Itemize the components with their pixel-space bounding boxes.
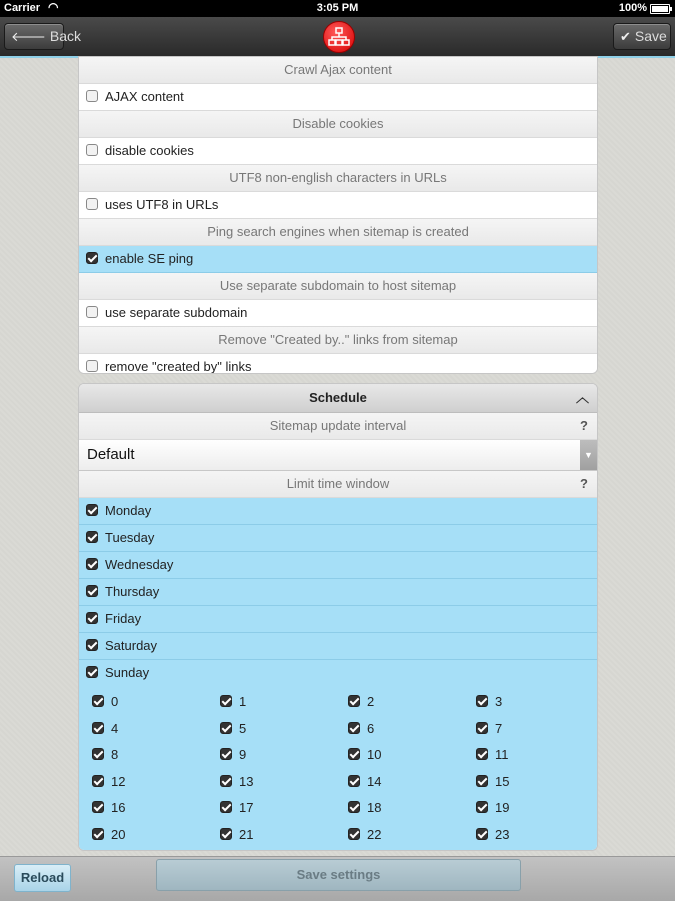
- hour-checkbox[interactable]: [348, 722, 360, 734]
- day-label: Thursday: [105, 584, 160, 599]
- hour-checkbox[interactable]: [476, 775, 488, 787]
- clock: 3:05 PM: [316, 2, 359, 14]
- day-thursday[interactable]: [79, 579, 597, 606]
- hour-checkbox[interactable]: [92, 695, 104, 707]
- section-header: Crawl Ajax content: [79, 57, 597, 84]
- hour-checkbox[interactable]: [220, 695, 232, 707]
- hour-option[interactable]: [213, 795, 253, 821]
- day-checkbox[interactable]: [86, 585, 98, 597]
- day-checkbox[interactable]: [86, 666, 98, 678]
- hour-option[interactable]: [213, 769, 253, 795]
- hour-checkbox[interactable]: [348, 775, 360, 787]
- interval-header: [79, 413, 597, 440]
- hour-option[interactable]: [341, 742, 381, 768]
- hour-checkbox[interactable]: [476, 801, 488, 813]
- hour-checkbox[interactable]: [92, 722, 104, 734]
- hour-label: 13: [239, 773, 254, 789]
- hour-label: 23: [495, 826, 510, 842]
- day-label: Monday: [105, 503, 152, 518]
- day-monday[interactable]: [79, 498, 597, 525]
- hour-label: 1: [239, 694, 247, 709]
- hour-row: [79, 795, 597, 822]
- section-header: Ping search engines when sitemap is created: [79, 219, 597, 246]
- option-label: AJAX content: [105, 89, 184, 104]
- hour-label: 10: [367, 747, 382, 762]
- hour-checkbox[interactable]: [476, 748, 488, 760]
- hour-option[interactable]: [341, 822, 381, 848]
- separate-subdomain-checkbox[interactable]: [86, 306, 98, 318]
- hour-label: 12: [111, 773, 126, 789]
- se-ping-checkbox[interactable]: [86, 252, 98, 264]
- navigation-bar: [0, 17, 675, 58]
- option-label: disable cookies: [105, 143, 194, 158]
- reload-button[interactable]: Reload: [14, 864, 71, 892]
- schedule-title: Schedule: [309, 390, 367, 405]
- day-saturday[interactable]: [79, 633, 597, 660]
- hour-option[interactable]: [213, 822, 253, 848]
- hour-option[interactable]: [341, 795, 381, 821]
- separate-subdomain-option[interactable]: [79, 300, 597, 327]
- option-label: enable SE ping: [105, 251, 194, 266]
- hour-option[interactable]: [85, 822, 125, 848]
- hour-option[interactable]: [469, 689, 502, 715]
- section-header: Disable cookies: [79, 111, 597, 138]
- day-checkbox[interactable]: [86, 504, 98, 516]
- hour-option[interactable]: [341, 689, 374, 715]
- hour-checkbox[interactable]: [220, 801, 232, 813]
- hour-row: [79, 769, 597, 796]
- hour-label: 5: [239, 720, 247, 736]
- day-label: Friday: [105, 611, 142, 626]
- day-label: Wednesday: [105, 557, 174, 572]
- hour-label: 2: [367, 694, 375, 709]
- schedule-panel: [78, 383, 598, 851]
- wifi-icon: ◠: [48, 0, 59, 14]
- hour-checkbox[interactable]: [92, 775, 104, 787]
- section-header: UTF8 non-english characters in URLs: [79, 165, 597, 192]
- save-settings-button[interactable]: Save settings: [156, 859, 521, 891]
- carrier-label: Carrier: [4, 2, 41, 14]
- hour-checkbox[interactable]: [476, 695, 488, 707]
- crawl-options-panel: [78, 56, 598, 374]
- disable-cookies-option[interactable]: [79, 138, 597, 165]
- disable-cookies-checkbox[interactable]: [86, 144, 98, 156]
- day-label: Tuesday: [105, 530, 155, 545]
- hour-label: 15: [495, 773, 510, 789]
- save-button-label: Save: [634, 28, 667, 44]
- remove-created-by-checkbox[interactable]: [86, 360, 98, 372]
- hour-option[interactable]: [85, 795, 125, 821]
- sitemap-logo-icon: [323, 21, 355, 53]
- hour-checkbox[interactable]: [92, 801, 104, 813]
- hour-option[interactable]: [341, 769, 381, 795]
- hour-row: [79, 742, 597, 769]
- hour-option[interactable]: [469, 822, 509, 848]
- hour-checkbox[interactable]: [476, 722, 488, 734]
- hour-option[interactable]: [85, 769, 125, 795]
- day-wednesday[interactable]: [79, 552, 597, 579]
- hour-row: [79, 689, 597, 716]
- hour-row: [79, 716, 597, 743]
- hour-checkbox[interactable]: [476, 828, 488, 840]
- day-sunday[interactable]: [79, 660, 597, 686]
- hour-checkbox[interactable]: [348, 801, 360, 813]
- interval-header-label: Sitemap update interval: [269, 418, 407, 433]
- hour-label: 0: [111, 694, 119, 709]
- battery-icon: [650, 4, 670, 14]
- hour-option[interactable]: [213, 742, 246, 768]
- hour-checkbox[interactable]: [348, 828, 360, 840]
- update-interval-select[interactable]: [79, 440, 597, 471]
- save-button[interactable]: [613, 23, 671, 50]
- hour-label: 8: [111, 747, 119, 762]
- hour-label: 11: [495, 747, 509, 762]
- utf8-urls-checkbox[interactable]: [86, 198, 98, 210]
- se-ping-option[interactable]: [79, 246, 597, 273]
- day-checkbox[interactable]: [86, 612, 98, 624]
- bottom-toolbar: [0, 856, 675, 901]
- hour-label: 6: [367, 720, 375, 736]
- hour-checkbox[interactable]: [92, 828, 104, 840]
- back-button[interactable]: [4, 23, 81, 50]
- hour-label: 20: [111, 826, 126, 842]
- ajax-content-checkbox[interactable]: [86, 90, 98, 102]
- hour-label: 7: [495, 720, 503, 736]
- hour-label: 17: [239, 800, 254, 815]
- hours-grid: [79, 686, 597, 851]
- dropdown-arrow-icon[interactable]: ▼: [580, 440, 597, 470]
- hour-label: 16: [111, 800, 126, 815]
- day-checkbox[interactable]: [86, 558, 98, 570]
- hour-option[interactable]: [213, 716, 246, 742]
- time-window-header: [79, 471, 597, 498]
- status-bar: [0, 0, 675, 17]
- remove-created-by-option[interactable]: [79, 354, 597, 374]
- checkmark-icon: ✔: [620, 29, 631, 44]
- hour-label: 22: [367, 826, 382, 842]
- hour-checkbox[interactable]: [92, 748, 104, 760]
- hour-option[interactable]: [469, 769, 509, 795]
- hour-option[interactable]: [85, 689, 118, 715]
- hour-label: 9: [239, 747, 247, 762]
- option-label: remove "created by" links: [105, 359, 252, 374]
- hour-checkbox[interactable]: [220, 748, 232, 760]
- hour-label: 3: [495, 694, 503, 709]
- hour-option[interactable]: [85, 742, 118, 768]
- back-button-label: Back: [49, 28, 81, 44]
- hour-option[interactable]: [213, 689, 246, 715]
- hour-checkbox[interactable]: [220, 828, 232, 840]
- hour-option[interactable]: [85, 716, 118, 742]
- time-window-header-label: Limit time window: [286, 476, 390, 491]
- hour-label: 14: [367, 773, 382, 789]
- hour-checkbox[interactable]: [348, 695, 360, 707]
- update-interval-value: Default: [87, 446, 135, 463]
- day-friday[interactable]: [79, 606, 597, 633]
- hour-option[interactable]: [469, 742, 509, 768]
- days-list: [79, 498, 597, 686]
- section-header: Use separate subdomain to host sitemap: [79, 273, 597, 300]
- day-checkbox[interactable]: [86, 639, 98, 651]
- day-label: Sunday: [105, 665, 150, 680]
- hour-label: 19: [495, 800, 510, 815]
- hour-option[interactable]: [341, 716, 374, 742]
- hour-checkbox[interactable]: [220, 775, 232, 787]
- hour-label: 18: [367, 800, 382, 815]
- hour-label: 21: [239, 826, 254, 842]
- back-arrow-icon: 🡐: [11, 29, 46, 44]
- option-label: uses UTF8 in URLs: [105, 197, 219, 212]
- battery-percent: 100%: [618, 2, 647, 14]
- hour-row: [79, 822, 597, 849]
- option-label: use separate subdomain: [105, 305, 248, 320]
- day-label: Saturday: [105, 638, 158, 653]
- hour-option[interactable]: [469, 795, 509, 821]
- hour-option[interactable]: [469, 716, 502, 742]
- help-icon[interactable]: ?: [580, 418, 588, 433]
- day-tuesday[interactable]: [79, 525, 597, 552]
- utf8-urls-option[interactable]: [79, 192, 597, 219]
- hour-label: 4: [111, 720, 119, 736]
- ajax-content-option[interactable]: [79, 84, 597, 111]
- schedule-header[interactable]: [79, 384, 597, 413]
- day-checkbox[interactable]: [86, 531, 98, 543]
- section-header: Remove "Created by.." links from sitemap: [79, 327, 597, 354]
- help-icon[interactable]: ?: [580, 476, 588, 491]
- hour-checkbox[interactable]: [348, 748, 360, 760]
- collapse-chevron-icon[interactable]: ︿: [575, 390, 589, 405]
- hour-checkbox[interactable]: [220, 722, 232, 734]
